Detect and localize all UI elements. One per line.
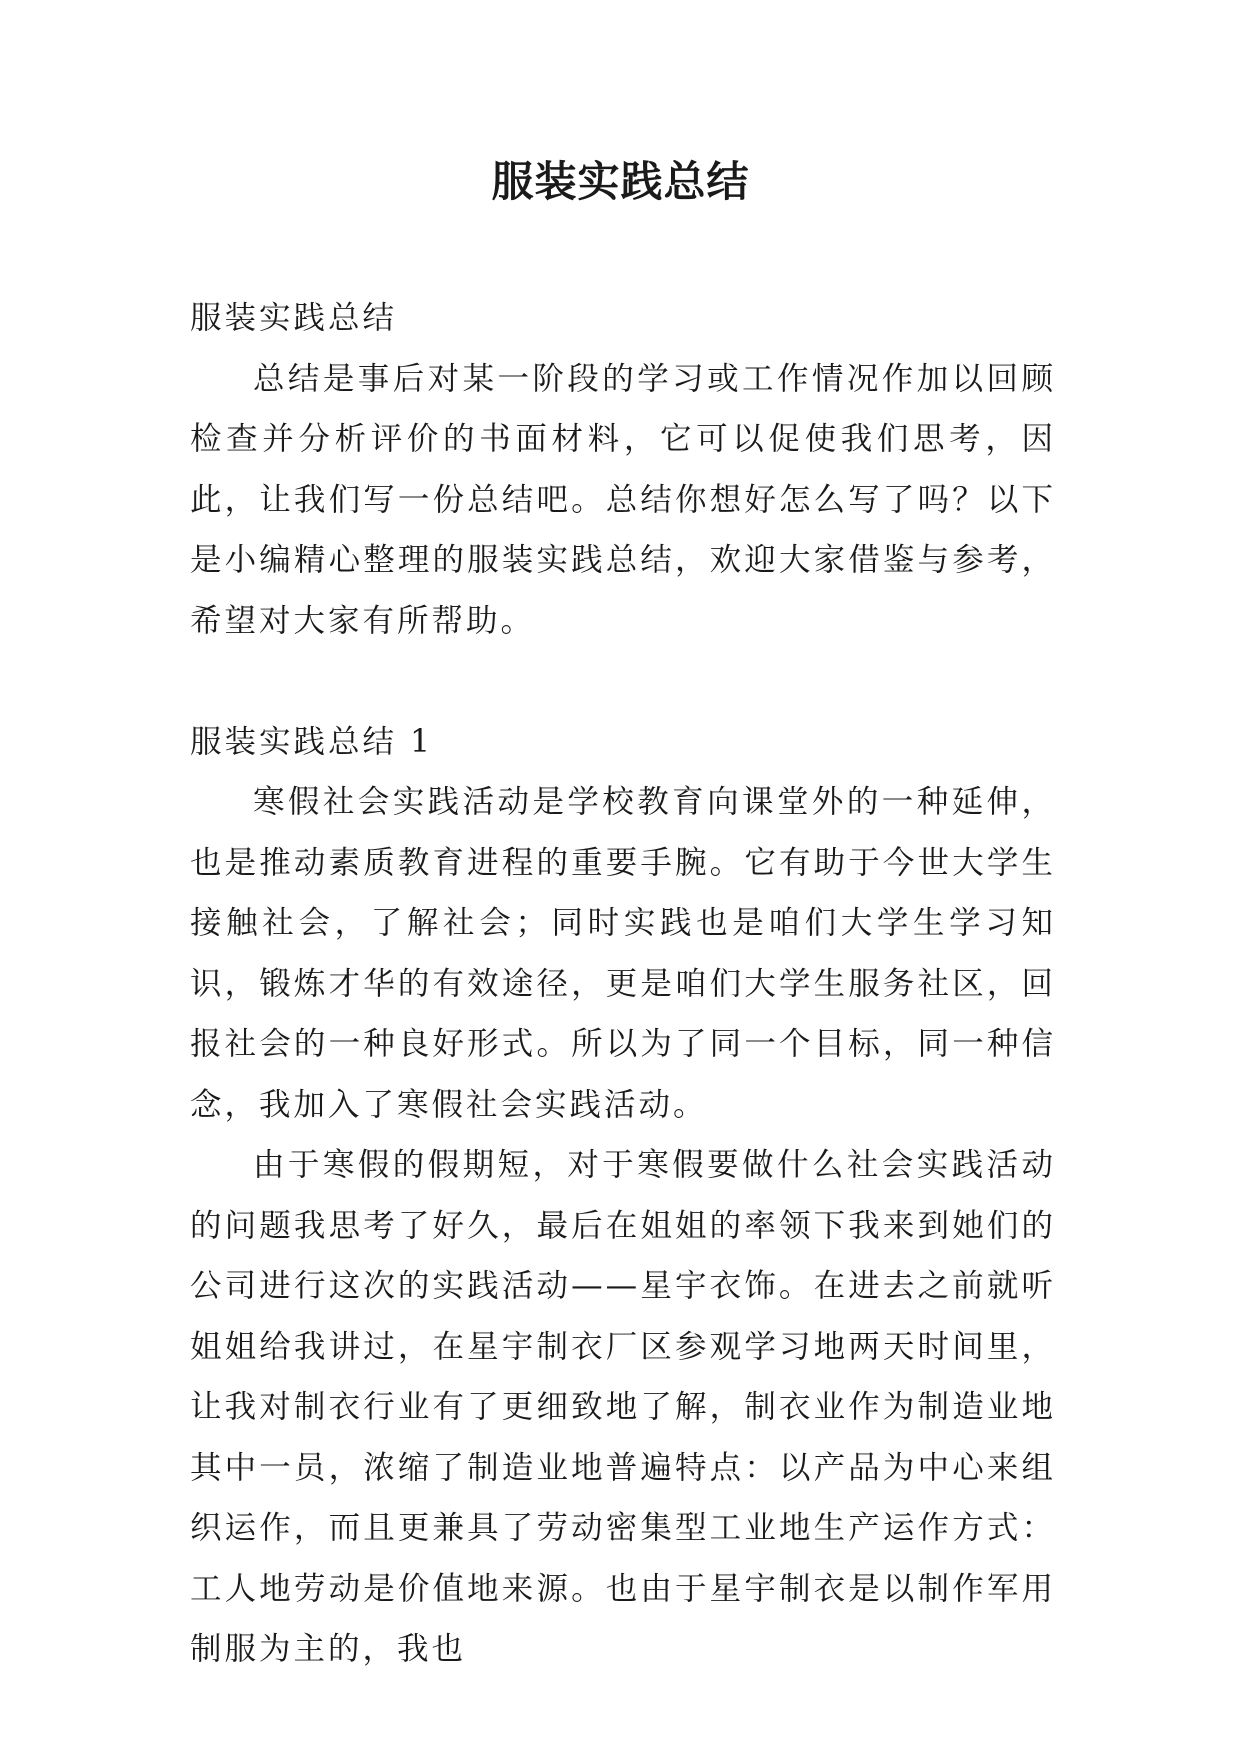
section-1-paragraph-2: 由于寒假的假期短，对于寒假要做什么社会实践活动的问题我思考了好久，最后在姐姐的率领下我来到她们的公司进行这次的实践活动——星宇衣饰。在进去之前就听姐姐给我讲过，在星宇制衣厂区参观学习地两天时间里，让我对制衣行业有了更细致地了解，制衣业作为制造业地其中一员，浓缩了制造业地普遍特点：以产品为中心来组织运作，而且更兼具了劳动密集型工业地生产运作方式：工人地劳动是价值地来源。也由于星宇制衣是以制作军用制服为主的，我也 — [190, 1147, 1056, 1667]
section-spacer — [190, 651, 1056, 712]
document-body — [190, 288, 1056, 1680]
document-title: 服装实践总结 — [491, 157, 750, 206]
section-1-paragraph-1: 寒假社会实践活动是学校教育向课堂外的一种延伸，也是推动素质教育进程的重要手腕。它有助于今世大学生接触社会，了解社会；同时实践也是咱们大学生学习知识，锻炼才华的有效途径，更是咱们大学生服务社区，回报社会的一种良好形式。所以为了同一个目标，同一种信念，我加入了寒假社会实践活动。 — [190, 784, 1056, 1123]
intro-heading: 服装实践总结 — [190, 300, 398, 336]
intro-paragraph: 总结是事后对某一阶段的学习或工作情况作加以回顾检查并分析评价的书面材料，它可以促使我们思考，因此，让我们写一份总结吧。总结你想好怎么写了吗？以下是小编精心整理的服装实践总结，欢迎大家借鉴与参考，希望对大家有所帮助。 — [190, 360, 1056, 639]
section-1-heading: 服装实践总结 1 — [190, 723, 434, 760]
